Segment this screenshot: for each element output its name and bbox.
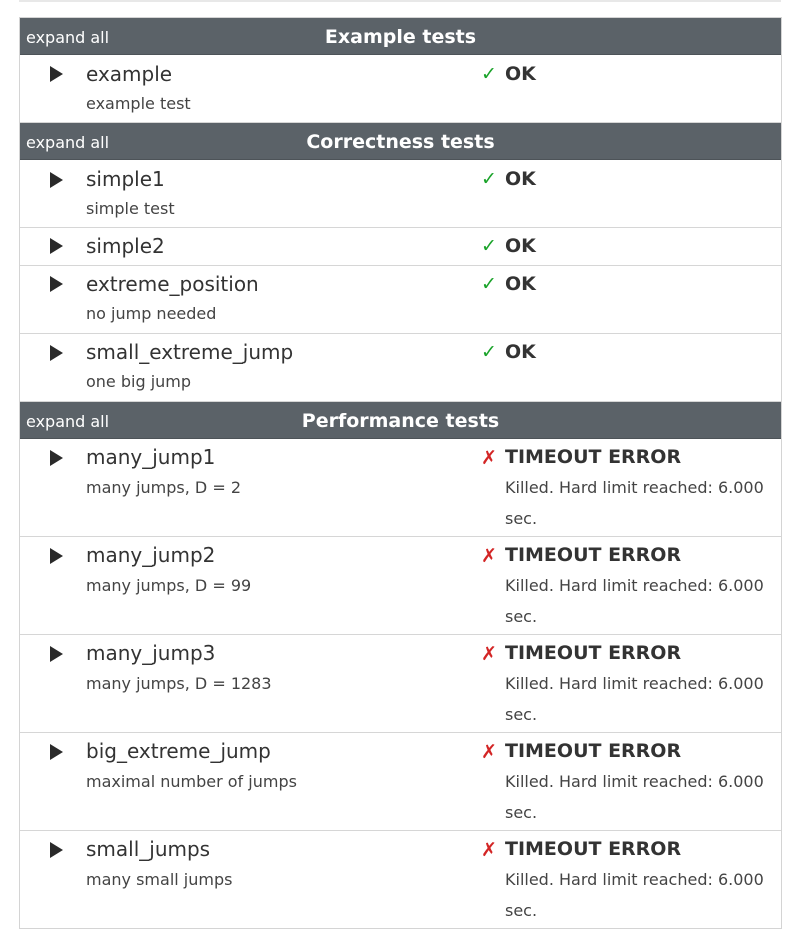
expand-triangle-icon[interactable] xyxy=(50,172,63,188)
test-row-extreme-position[interactable] xyxy=(20,266,781,334)
cross-icon: ✗ xyxy=(481,447,497,469)
check-icon: ✓ xyxy=(481,235,497,257)
test-row-small-extreme-jump[interactable] xyxy=(20,334,781,402)
expand-triangle-icon[interactable] xyxy=(50,744,63,760)
test-name[interactable]: small_jumps xyxy=(86,837,211,861)
test-description: many jumps, D = 99 xyxy=(86,576,252,595)
status-detail: Killed. Hard limit reached: 6.000 sec. xyxy=(505,674,764,724)
status-detail: Killed. Hard limit reached: 6.000 sec. xyxy=(505,576,764,626)
test-row-big-extreme-jump[interactable] xyxy=(20,733,781,831)
test-name[interactable]: extreme_position xyxy=(86,272,259,296)
expand-triangle-icon[interactable] xyxy=(50,238,63,254)
expand-all-button[interactable]: expand all xyxy=(26,133,110,152)
test-name[interactable]: many_jump2 xyxy=(86,543,216,567)
expand-triangle-icon[interactable] xyxy=(50,842,63,858)
status-label: TIMEOUT ERROR xyxy=(505,446,682,468)
status-label: OK xyxy=(505,273,536,295)
test-name[interactable]: small_extreme_jump xyxy=(86,340,294,364)
test-description: one big jump xyxy=(86,372,192,391)
test-description: maximal number of jumps xyxy=(86,772,297,791)
cross-icon: ✗ xyxy=(481,839,497,861)
status-label: OK xyxy=(505,341,536,363)
check-icon: ✓ xyxy=(481,273,497,295)
test-name[interactable]: simple1 xyxy=(86,167,165,191)
test-name[interactable]: big_extreme_jump xyxy=(86,739,271,763)
test-row-example[interactable] xyxy=(20,55,781,123)
expand-all-button[interactable]: expand all xyxy=(26,412,110,431)
test-description: many small jumps xyxy=(86,870,233,889)
cross-icon: ✗ xyxy=(481,643,497,665)
status-label: TIMEOUT ERROR xyxy=(505,642,682,664)
expand-triangle-icon[interactable] xyxy=(50,66,63,82)
test-name[interactable]: example xyxy=(86,62,173,86)
status-label: OK xyxy=(505,63,536,85)
cross-icon: ✗ xyxy=(481,741,497,763)
test-name[interactable]: simple2 xyxy=(86,234,165,258)
section-title: Correctness tests xyxy=(306,131,495,153)
test-row-simple1[interactable] xyxy=(20,160,781,228)
test-row-small-jumps[interactable] xyxy=(20,831,781,928)
test-row-simple2[interactable] xyxy=(20,228,781,266)
section-title: Example tests xyxy=(324,26,477,48)
top-divider xyxy=(19,0,781,2)
status-label: TIMEOUT ERROR xyxy=(505,838,682,860)
section-header-performance xyxy=(20,402,781,439)
status-detail: Killed. Hard limit reached: 6.000 sec. xyxy=(505,772,764,822)
status-detail: Killed. Hard limit reached: 6.000 sec. xyxy=(505,478,764,528)
expand-triangle-icon[interactable] xyxy=(50,646,63,662)
section-header-example xyxy=(20,18,781,55)
test-description: example test xyxy=(86,94,191,113)
check-icon: ✓ xyxy=(481,63,497,85)
section-header-correctness xyxy=(20,123,781,160)
status-label: TIMEOUT ERROR xyxy=(505,544,682,566)
check-icon: ✓ xyxy=(481,341,497,363)
test-name[interactable]: many_jump3 xyxy=(86,641,216,665)
test-description: no jump needed xyxy=(86,304,217,323)
test-name[interactable]: many_jump1 xyxy=(86,445,216,469)
expand-triangle-icon[interactable] xyxy=(50,548,63,564)
expand-triangle-icon[interactable] xyxy=(50,450,63,466)
test-row-many-jump2[interactable] xyxy=(20,537,781,635)
expand-triangle-icon[interactable] xyxy=(50,276,63,292)
status-label: OK xyxy=(505,235,536,257)
cross-icon: ✗ xyxy=(481,545,497,567)
status-label: OK xyxy=(505,168,536,190)
status-label: TIMEOUT ERROR xyxy=(505,740,682,762)
check-icon: ✓ xyxy=(481,168,497,190)
expand-all-button[interactable]: expand all xyxy=(26,28,110,47)
expand-triangle-icon[interactable] xyxy=(50,345,63,361)
test-results-table xyxy=(19,17,782,929)
test-description: many jumps, D = 2 xyxy=(86,478,241,497)
test-row-many-jump3[interactable] xyxy=(20,635,781,733)
status-detail: Killed. Hard limit reached: 6.000 sec. xyxy=(505,870,764,920)
test-row-many-jump1[interactable] xyxy=(20,439,781,537)
test-description: simple test xyxy=(86,199,175,218)
test-description: many jumps, D = 1283 xyxy=(86,674,272,693)
section-title: Performance tests xyxy=(301,410,500,432)
